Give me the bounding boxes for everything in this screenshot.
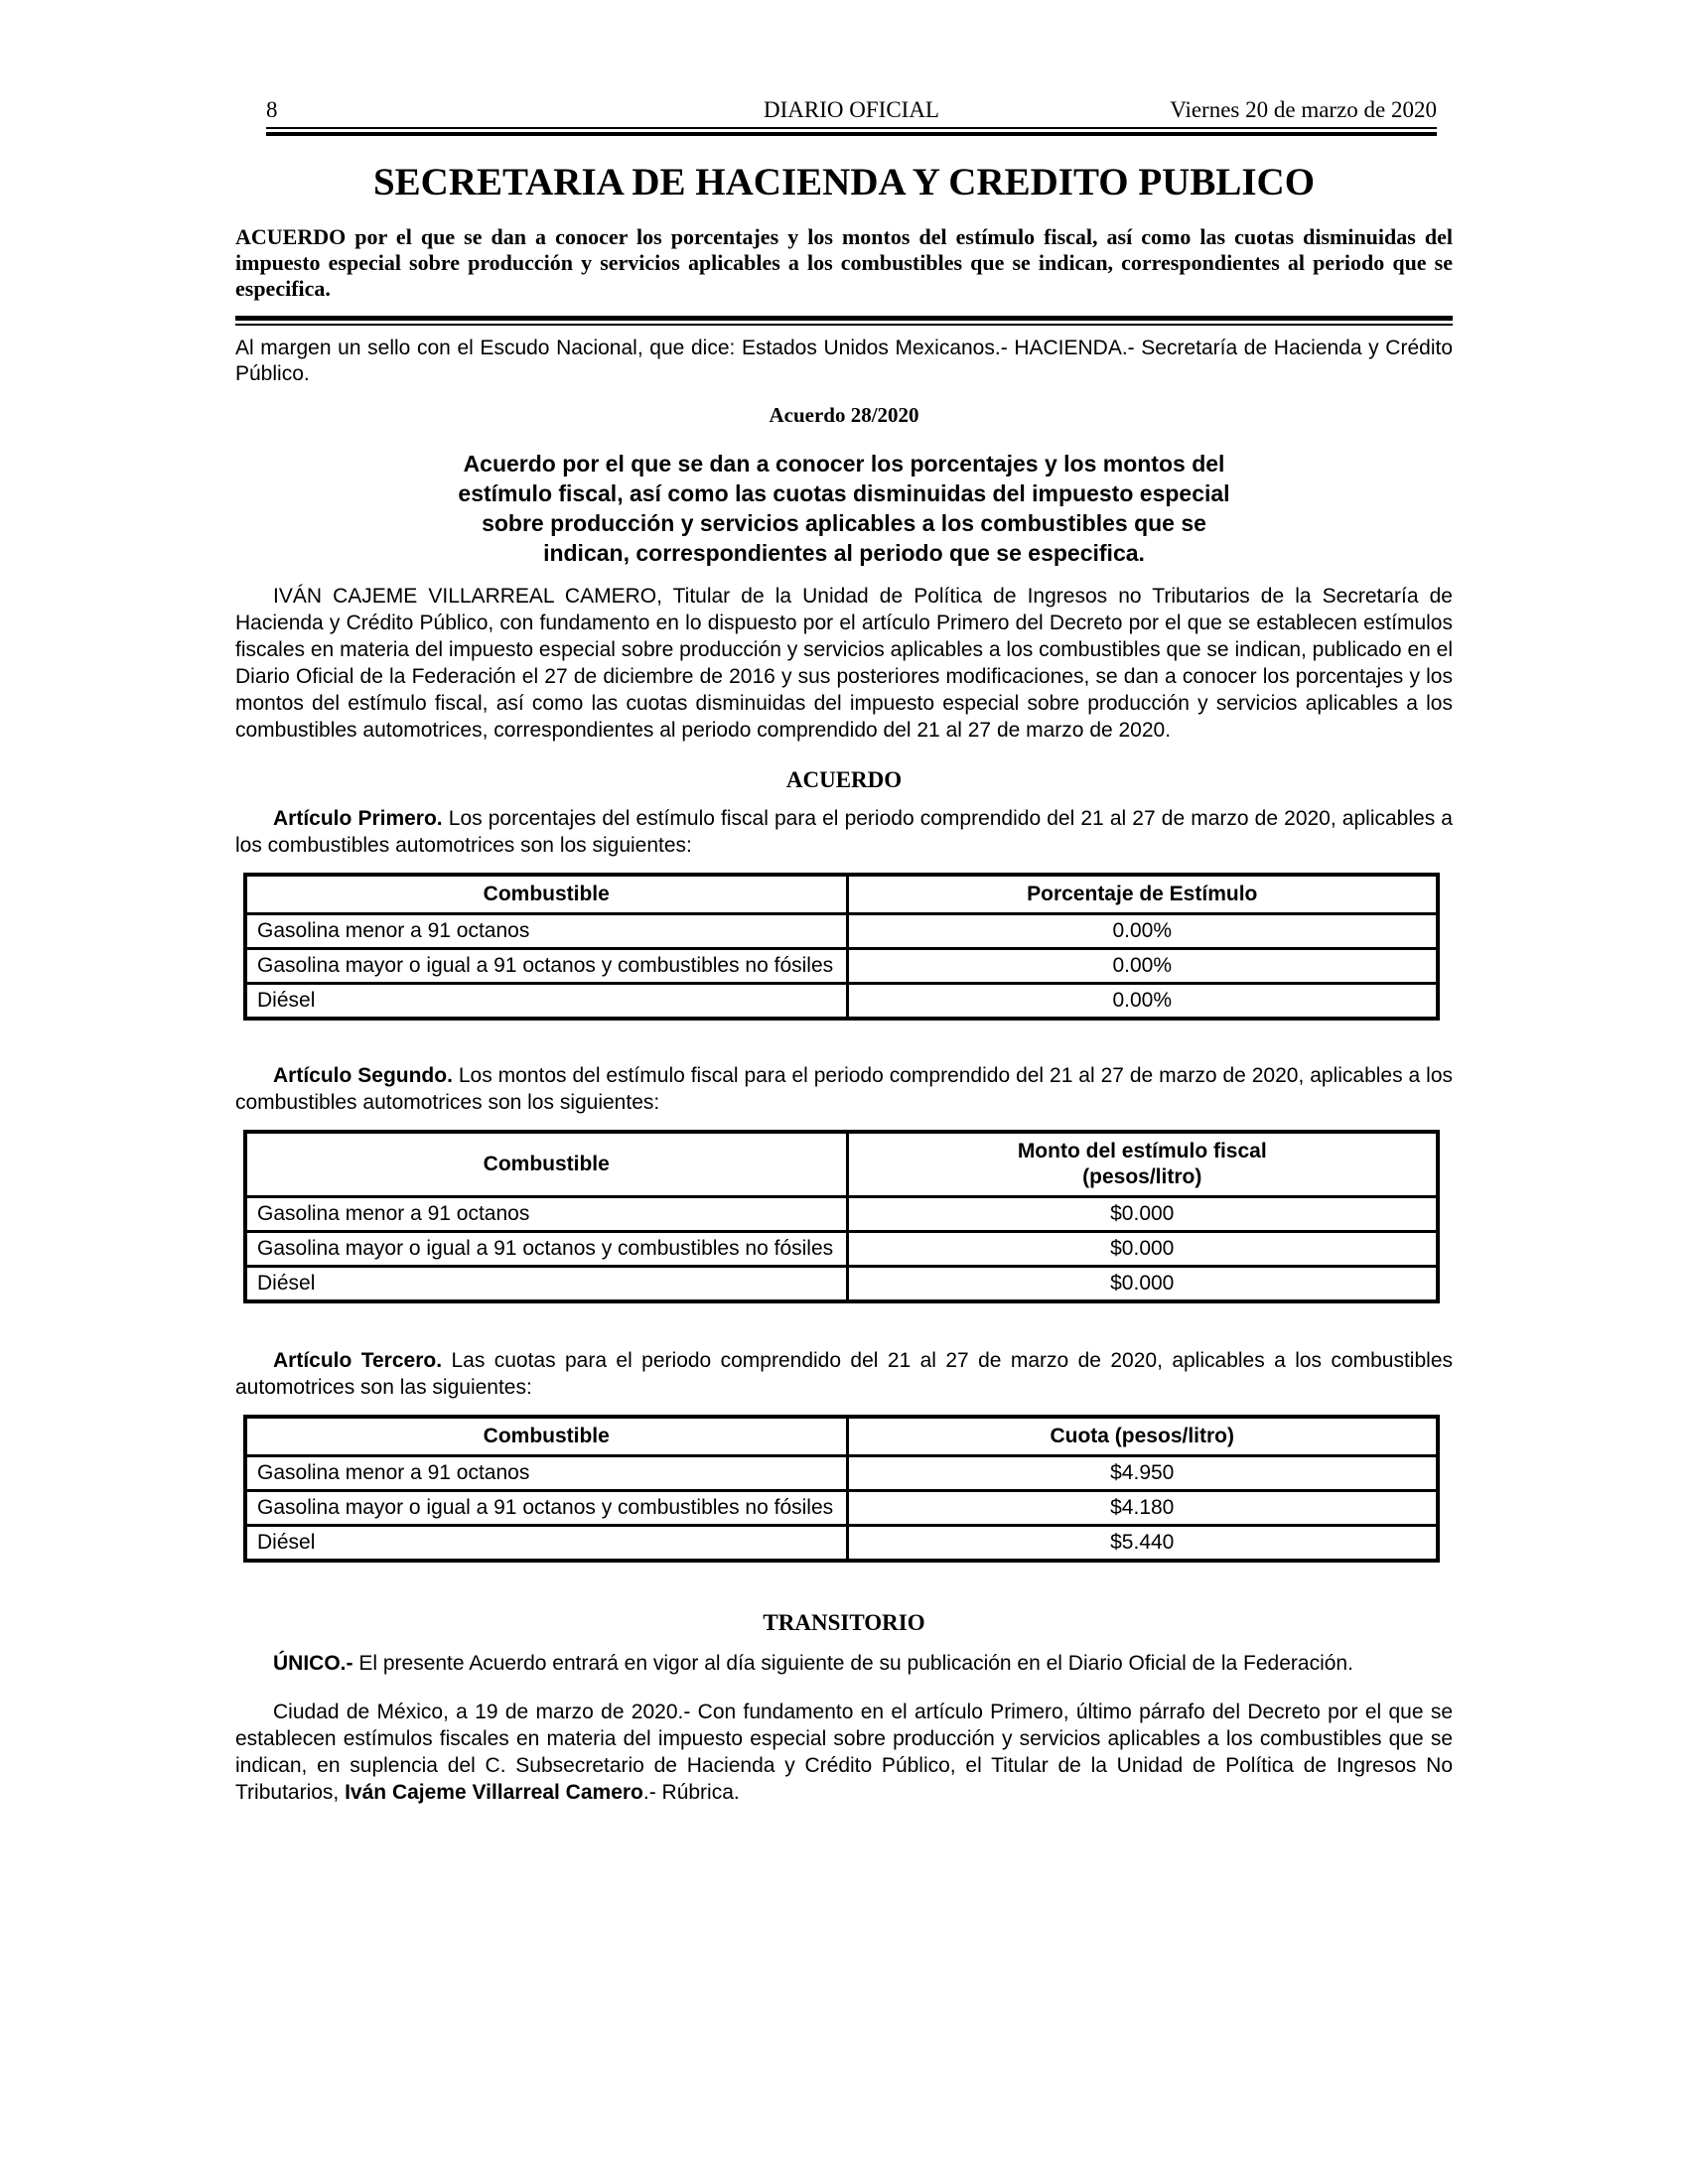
article-primero-paragraph: Artículo Primero. Los porcentajes del estímulo fiscal para el periodo comprendido del 21 al 27 de marzo de 2020, aplicables a los combustibles automotrices son los siguientes: bbox=[235, 807, 1453, 857]
value-cell: $0.000 bbox=[847, 1232, 1438, 1267]
table-row bbox=[245, 984, 1438, 1020]
unico-lead: ÚNICO.- bbox=[273, 1652, 353, 1675]
fuel-cell: Diésel bbox=[245, 1267, 847, 1302]
value-cell: 0.00% bbox=[847, 914, 1438, 949]
value-cell: $4.950 bbox=[847, 1456, 1438, 1491]
fuel-cell: Gasolina menor a 91 octanos bbox=[245, 914, 847, 949]
value-cell: $0.000 bbox=[847, 1267, 1438, 1302]
table-row bbox=[245, 1456, 1438, 1491]
value-cell: $5.440 bbox=[847, 1526, 1438, 1562]
table-row bbox=[245, 1197, 1438, 1232]
masthead bbox=[266, 97, 1437, 136]
summary-paragraph: ACUERDO por el que se dan a conocer los porcentajes y los montos del estímulo fiscal, así como las cuotas disminuidas del impuesto especial sobre producción y servicios aplicables a los combustibles que se indican, correspondientes al periodo que se especifica. bbox=[235, 224, 1453, 301]
table-row bbox=[245, 914, 1438, 949]
fuel-cell: Diésel bbox=[245, 984, 847, 1020]
value-cell: 0.00% bbox=[847, 984, 1438, 1020]
article-primero-lead: Artículo Primero. bbox=[273, 807, 443, 830]
separator-double-rule bbox=[235, 316, 1453, 326]
subject-line: estímulo fiscal, así como las cuotas disminuidas del impuesto especial bbox=[458, 480, 1230, 506]
monto-header: Monto del estímulo fiscal (pesos/litro) bbox=[847, 1132, 1438, 1197]
subject-line: indican, correspondientes al periodo que se especifica. bbox=[543, 540, 1145, 566]
fuel-cell: Gasolina menor a 91 octanos bbox=[245, 1456, 847, 1491]
table-row bbox=[245, 1491, 1438, 1526]
fuel-cell: Gasolina mayor o igual a 91 octanos y combustibles no fósiles bbox=[245, 949, 847, 984]
table-header-row bbox=[245, 1417, 1438, 1456]
subject-line: sobre producción y servicios aplicables a los combustibles que se bbox=[482, 510, 1206, 536]
table-row bbox=[245, 1526, 1438, 1562]
unico-paragraph: ÚNICO.- El presente Acuerdo entrará en vigor al día siguiente de su publicación en el Diario Oficial de la Federación. bbox=[273, 1652, 1353, 1675]
combustible-header: Combustible bbox=[245, 875, 847, 914]
subject-block bbox=[235, 449, 1453, 568]
journal-name: DIARIO OFICIAL bbox=[764, 97, 939, 122]
fuel-cell: Diésel bbox=[245, 1526, 847, 1562]
intro-paragraph: IVÁN CAJEME VILLARREAL CAMERO, Titular de la Unidad de Política de Ingresos no Tributarios de la Secretaría de Hacienda y Crédito Público, con fundamento en lo dispuesto por el artículo Primero del Decreto por el que se establecen estímulos fiscales en materia del impuesto especial sobre producción y servicios aplicables a los combustibles que se indican, publicado en el Diario Oficial de la Federación el 27 de diciembre de 2016 y sus posteriores modificaciones, se dan a conocer los porcentajes y los montos del estímulo fiscal, así como las cuotas disminuidas del impuesto especial sobre producción y servicios aplicables a los combustibles automotrices, correspondientes al periodo comprendido del 21 al 27 de marzo de 2020. bbox=[235, 585, 1453, 742]
page-content bbox=[235, 97, 1453, 1806]
acuerdo-number: Acuerdo 28/2020 bbox=[769, 403, 919, 427]
masthead-double-rule bbox=[266, 127, 1437, 136]
table-row bbox=[245, 1232, 1438, 1267]
value-cell: $0.000 bbox=[847, 1197, 1438, 1232]
quota-table bbox=[243, 1415, 1440, 1563]
stimulus-amount-table bbox=[243, 1130, 1440, 1303]
issue-date: Viernes 20 de marzo de 2020 bbox=[1170, 97, 1437, 122]
value-cell: 0.00% bbox=[847, 949, 1438, 984]
margin-note: Al margen un sello con el Escudo Nacional, que dice: Estados Unidos Mexicanos.- HACIENDA.- Secretaría de Hacienda y Crédito Público. bbox=[235, 337, 1453, 385]
page-number: 8 bbox=[266, 97, 278, 122]
article-tercero-lead: Artículo Tercero. bbox=[273, 1349, 443, 1372]
percentage-stimulus-table bbox=[243, 873, 1440, 1021]
cuota-header: Cuota (pesos/litro) bbox=[847, 1417, 1438, 1456]
combustible-header: Combustible bbox=[245, 1132, 847, 1197]
document-title: SECRETARIA DE HACIENDA Y CREDITO PUBLICO bbox=[372, 161, 1316, 204]
section-heading-transitorio: TRANSITORIO bbox=[763, 1610, 925, 1635]
porcentaje-header: Porcentaje de Estímulo bbox=[847, 875, 1438, 914]
fuel-cell: Gasolina mayor o igual a 91 octanos y combustibles no fósiles bbox=[245, 1232, 847, 1267]
table-header-row bbox=[245, 875, 1438, 914]
fuel-cell: Gasolina mayor o igual a 91 octanos y combustibles no fósiles bbox=[245, 1491, 847, 1526]
table-header-row bbox=[245, 1132, 1438, 1197]
table-row bbox=[245, 1267, 1438, 1302]
fuel-cell: Gasolina menor a 91 octanos bbox=[245, 1197, 847, 1232]
subject-line: Acuerdo por el que se dan a conocer los porcentajes y los montos del bbox=[463, 451, 1225, 477]
section-heading-acuerdo: ACUERDO bbox=[785, 767, 903, 792]
table-row bbox=[245, 949, 1438, 984]
article-segundo-paragraph: Artículo Segundo. Los montos del estímulo fiscal para el periodo comprendido del 21 al 27 de marzo de 2020, aplicables a los combustibles automotrices son los siguientes: bbox=[235, 1064, 1454, 1114]
signer-name: Iván Cajeme Villarreal Camero bbox=[345, 1781, 643, 1804]
closing-paragraph: Ciudad de México, a 19 de marzo de 2020.- Con fundamento en el artículo Primero, último párrafo del Decreto por el que se establecen estímulos fiscales en materia del impuesto especial sobre producción y servicios aplicables a los combustibles que se indican, en suplencia del C. Subsecretario de Hacienda y Crédito Público, el Titular de la Unidad de Política de Ingresos No Tributarios, Iván Cajeme Villarreal Camero.- Rúbrica. bbox=[235, 1701, 1453, 1804]
article-segundo-lead: Artículo Segundo. bbox=[273, 1064, 453, 1087]
combustible-header: Combustible bbox=[245, 1417, 847, 1456]
value-cell: $4.180 bbox=[847, 1491, 1438, 1526]
article-tercero-paragraph: Artículo Tercero. Las cuotas para el periodo comprendido del 21 al 27 de marzo de 2020, aplicables a los combustibles automotrices son las siguientes: bbox=[235, 1349, 1453, 1399]
